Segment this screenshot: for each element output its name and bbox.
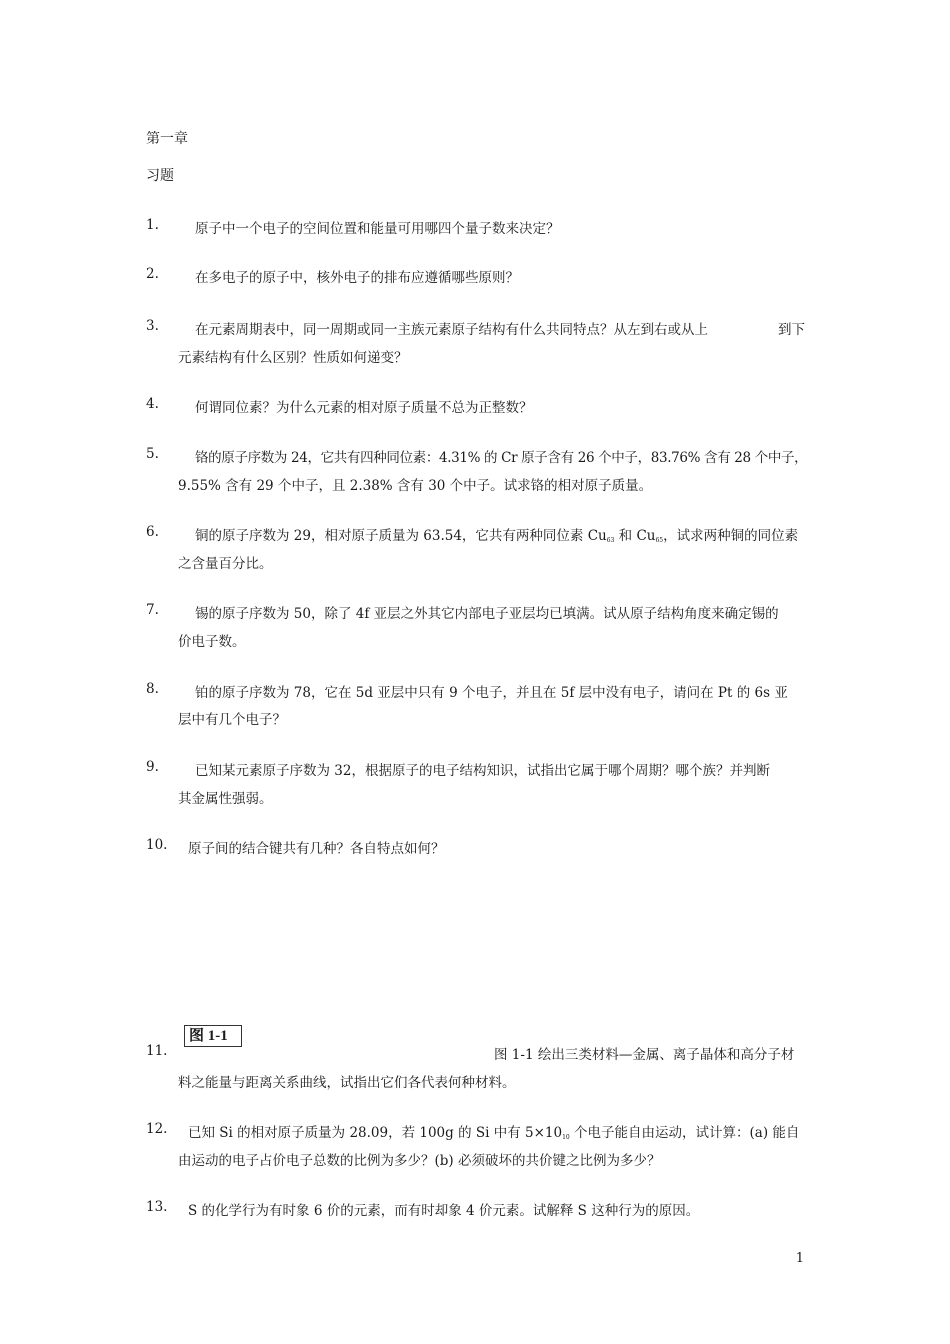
question-text: 铂的原子序数为 78，它在 5d 亚层中只有 9 个电子，并且在 5f 层中没有电子，请问在 Pt 的 6s 亚	[195, 685, 788, 701]
question-number: 9.	[146, 759, 159, 775]
question-text: 在多电子的原子中，核外电子的排布应遵循哪些原则？	[195, 270, 519, 286]
question-text-cont: 元素结构有什么区别？性质如何递变？	[178, 350, 408, 366]
question-text-cont: 价电子数。	[178, 634, 246, 650]
question-number: 10.	[146, 837, 168, 853]
question-text: 在元素周期表中，同一周期或同一主族元素原子结构有什么共同特点？从左到右或从上	[195, 322, 708, 338]
section-heading: 习题	[146, 168, 174, 184]
question-text: 已知 Si 的相对原子质量为 28.09，若 100g 的 Si 中有 $5\times 10_{10}$ 个电子能自由运动，试计算：(a) 能自	[188, 1125, 800, 1141]
question-text-cont: 由运动的电子占价电子总数的比例为多少？(b) 必须破坏的共价键之比例为多少？	[178, 1153, 661, 1169]
question-text: 图 1-1 绘出三类材料—金属、离子晶体和高分子材	[494, 1047, 795, 1063]
question-number: 12.	[146, 1121, 168, 1137]
question-text-cont: 其金属性强弱。	[178, 791, 273, 807]
question-text-cont: 之含量百分比。	[178, 556, 273, 572]
chapter-heading: 第一章	[146, 131, 188, 147]
question-text-cont: 9.55% 含有 29 个中子，且 2.38% 含有 30 个中子。试求铬的相对原子质量。	[178, 478, 653, 494]
question-text: 铬的原子序数为 24，它共有四种同位素：4.31% 的 Cr 原子含有 26 个中子，83.76% 含有 28 个中子，	[195, 450, 808, 466]
question-number: 7.	[146, 602, 159, 618]
question-text: 何谓同位素？为什么元素的相对原子质量不总为正整数？	[195, 400, 533, 416]
question-number: 3.	[146, 318, 159, 334]
question-text: 原子中一个电子的空间位置和能量可用哪四个量子数来决定？	[195, 221, 560, 237]
page-number: 1	[795, 1251, 804, 1266]
question-text-cont: 料之能量与距离关系曲线，试指出它们各代表何种材料。	[178, 1075, 516, 1091]
question-text-cont: 层中有几个电子？	[178, 712, 286, 728]
question-text-end: 到下	[778, 322, 805, 338]
question-text: S 的化学行为有时象 6 价的元素，而有时却象 4 价元素。试解释 S 这种行为的原因。	[188, 1203, 700, 1219]
question-text: 已知某元素原子序数为 32，根据原子的电子结构知识，试指出它属于哪个周期？哪个族？并判断	[195, 763, 770, 779]
question-number: 11.	[146, 1043, 168, 1059]
figure-1-1-image: 图 1-1	[184, 1025, 242, 1047]
question-text: 铜的原子序数为 29，相对原子质量为 63.54，它共有两种同位素 $Cu_{63}$ 和 $Cu_{65}$，试求两种铜的同位素	[195, 528, 799, 544]
question-number: 2.	[146, 266, 159, 282]
question-number: 4.	[146, 396, 159, 412]
question-number: 8.	[146, 681, 159, 697]
question-number: 6.	[146, 524, 159, 540]
question-text: 锡的原子序数为 50，除了 4f 亚层之外其它内部电子亚层均已填满。试从原子结构角度来确定锡的	[195, 606, 779, 622]
question-number: 5.	[146, 446, 159, 462]
question-text: 原子间的结合键共有几种？各自特点如何？	[188, 841, 445, 857]
question-number: 13.	[146, 1199, 168, 1215]
question-number: 1.	[146, 217, 159, 233]
